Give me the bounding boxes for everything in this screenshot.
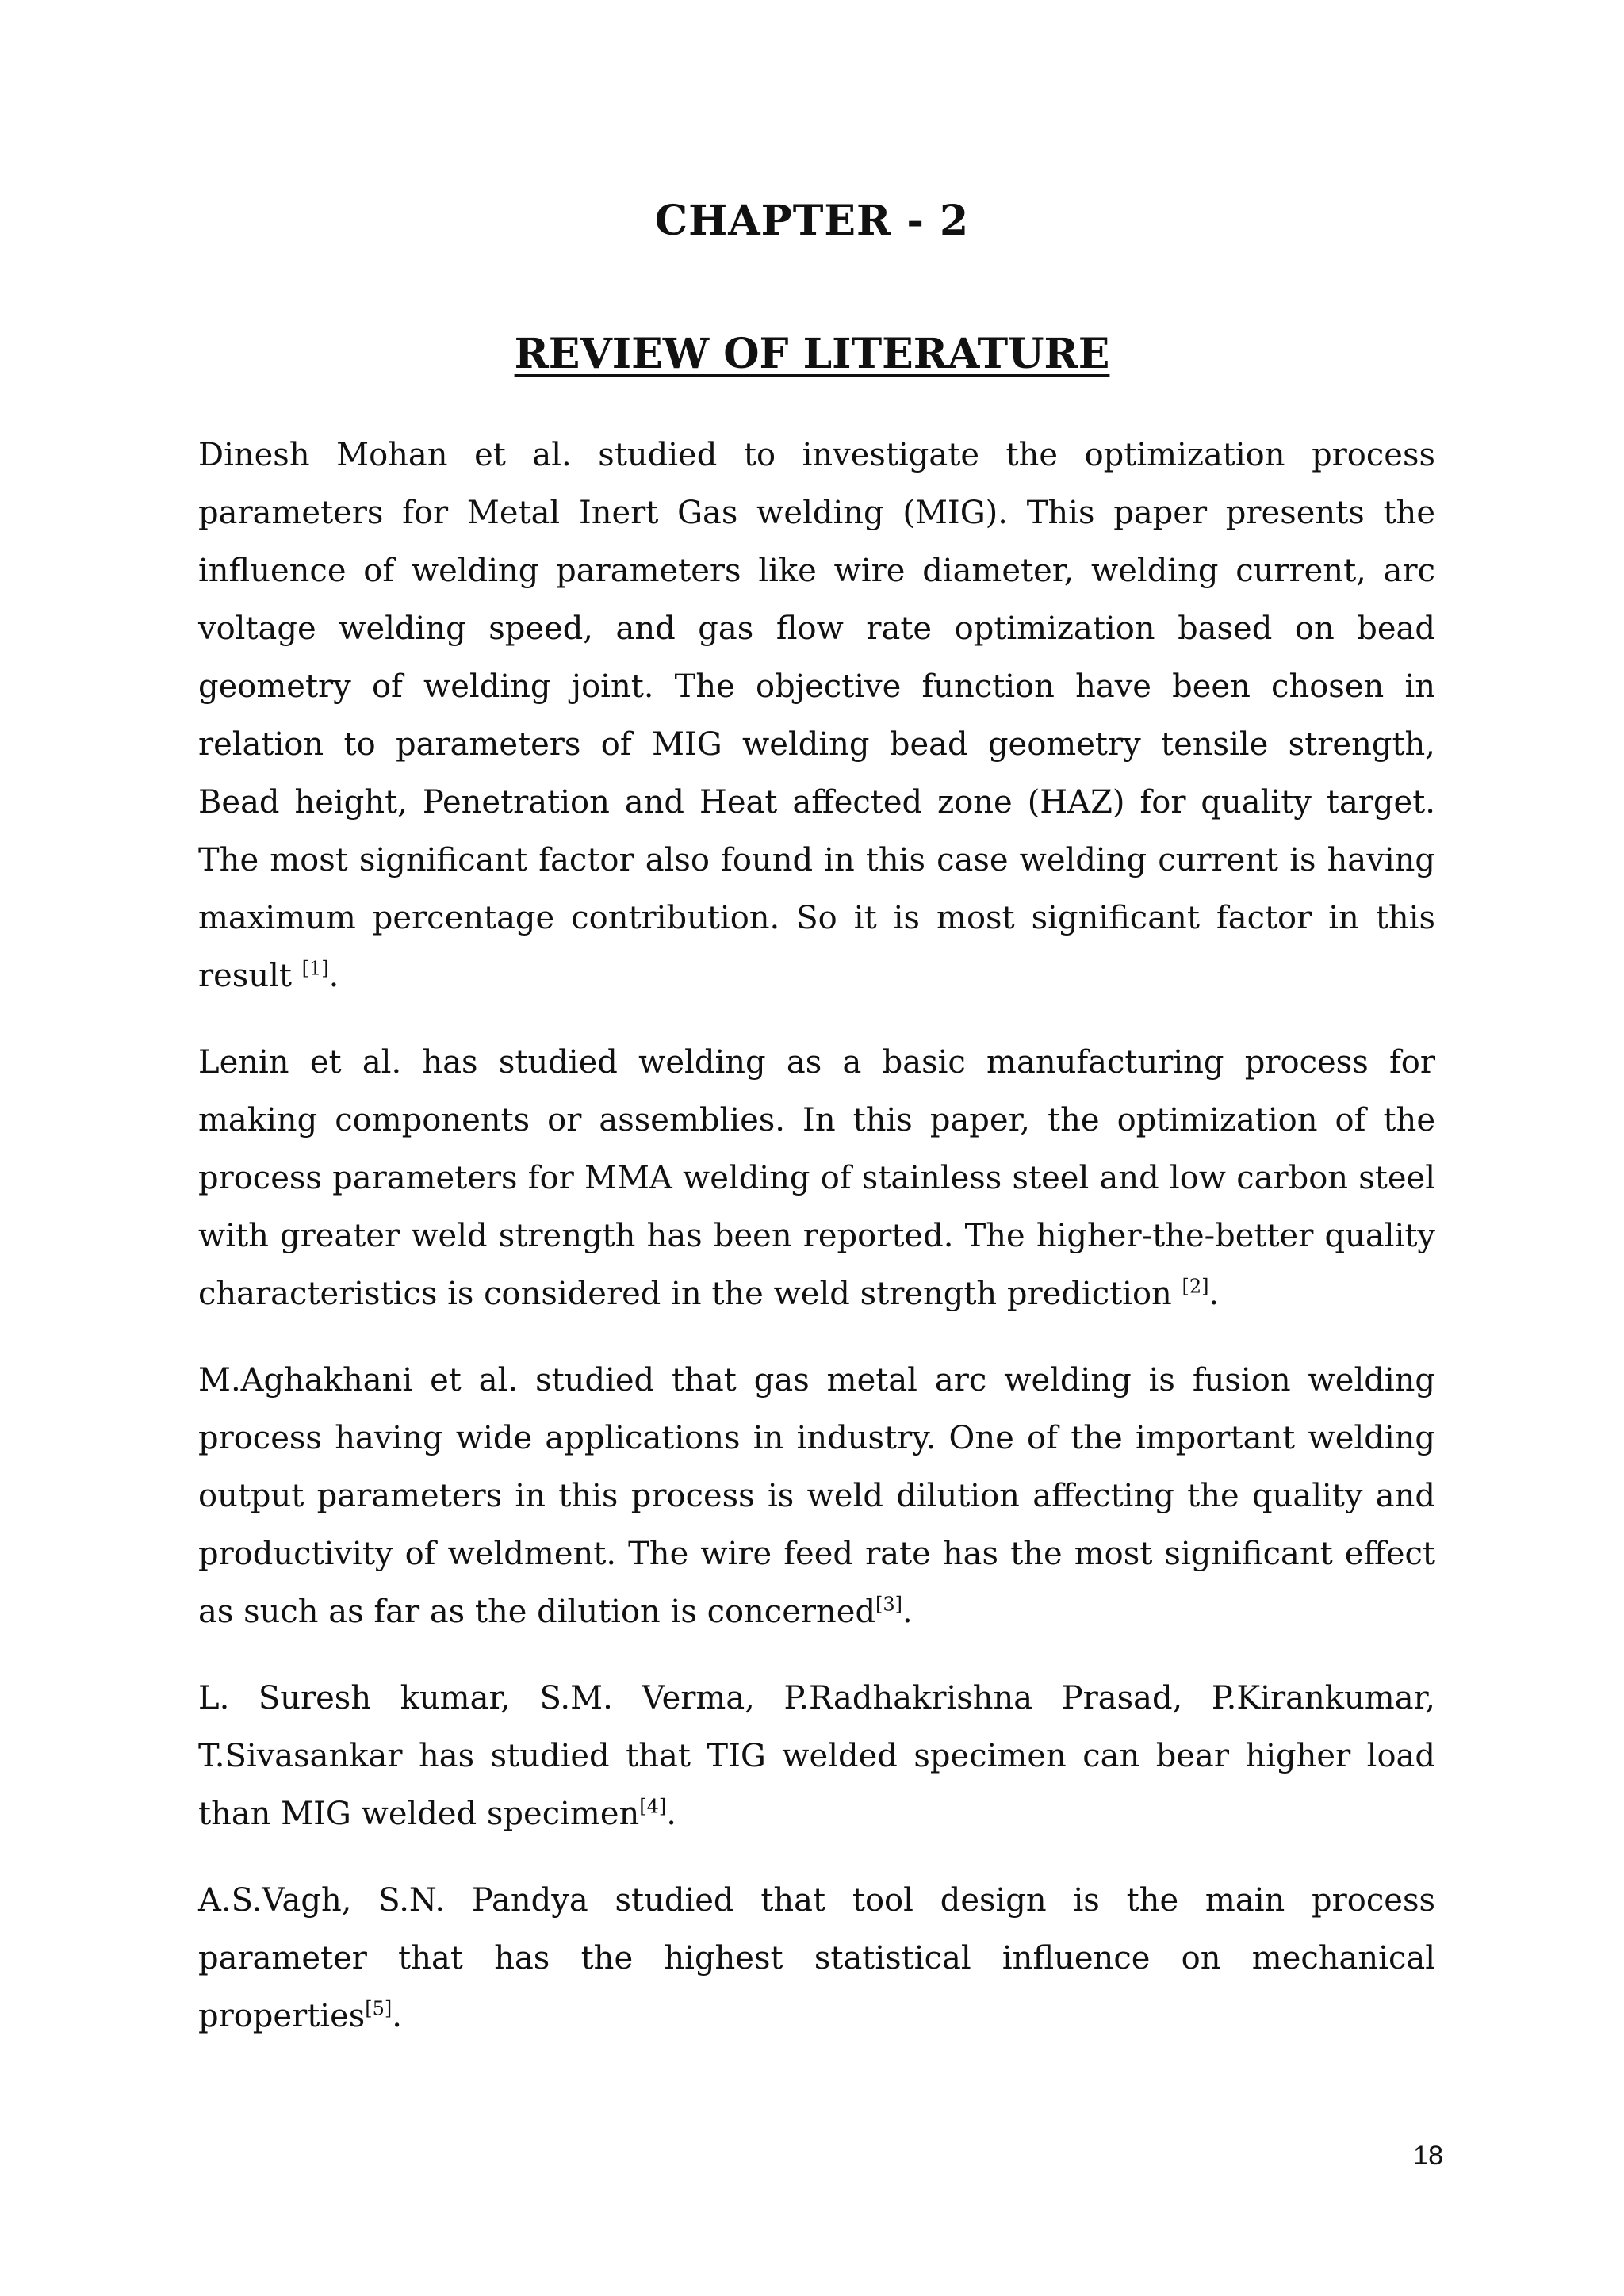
citation-ref: [5] [365, 1997, 393, 2020]
citation-ref: [1] [301, 957, 329, 980]
paragraph-2 [198, 1034, 1435, 1323]
paragraph-end: . [666, 1796, 676, 1832]
paragraph-text: Lenin et al. has studied welding as a basic manufacturing process for making components or assemblies. In this paper, the optimization of the process parameters for MMA welding of stainless steel and low carbon steel with greater weld strength has been reported. The higher-the-better quality characteristics is considered in the weld strength prediction [198, 1044, 1435, 1312]
paragraph-end: . [902, 1594, 913, 1630]
citation-ref: [2] [1182, 1275, 1209, 1298]
paragraph-text: Dinesh Mohan et al. studied to investigate the optimization process parameters for Metal Inert Gas welding (MIG). This paper presents the influence of welding parameters like wire diameter, welding current, arc voltage welding speed, and gas flow rate optimization based on bead geometry of welding joint. The objective function have been chosen in relation to parameters of MIG welding bead geometry tensile strength, Bead height, Penetration and Heat affected zone (HAZ) for quality target. The most significant factor also found in this case welding current is having maximum percentage contribution. So it is most significant factor in this result [198, 437, 1435, 994]
chapter-heading: CHAPTER - 2 [654, 197, 970, 245]
paragraph-text: A.S.Vagh, S.N. Pandya studied that tool design is the main process parameter that has the highest statistical influence on mechanical properties [198, 1882, 1435, 2034]
paragraph-3 [198, 1352, 1435, 1641]
paragraph-5 [198, 1872, 1435, 2045]
paragraph-4 [198, 1670, 1435, 1843]
page-number: 18 [1413, 2141, 1443, 2171]
paragraph-1 [198, 427, 1435, 1005]
paragraph-end: . [392, 1998, 402, 2034]
section-heading: REVIEW OF LITERATURE [514, 330, 1110, 378]
paragraph-end: . [328, 958, 339, 994]
paragraph-text: L. Suresh kumar, S.M. Verma, P.Radhakrishna Prasad, P.Kirankumar, T.Sivasankar has studied that TIG welded specimen can bear higher load than MIG welded specimen [198, 1680, 1435, 1832]
citation-ref: [4] [639, 1795, 667, 1818]
citation-ref: [3] [875, 1593, 903, 1616]
body-text [198, 427, 1435, 2074]
paragraph-text: M.Aghakhani et al. studied that gas metal arc welding is fusion welding process having wide applications in industry. One of the important welding output parameters in this process is weld dilution affecting the quality and productivity of weldment. The wire feed rate has the most significant effect as such as far as the dilution is concerned [198, 1362, 1435, 1630]
paragraph-end: . [1208, 1276, 1220, 1312]
